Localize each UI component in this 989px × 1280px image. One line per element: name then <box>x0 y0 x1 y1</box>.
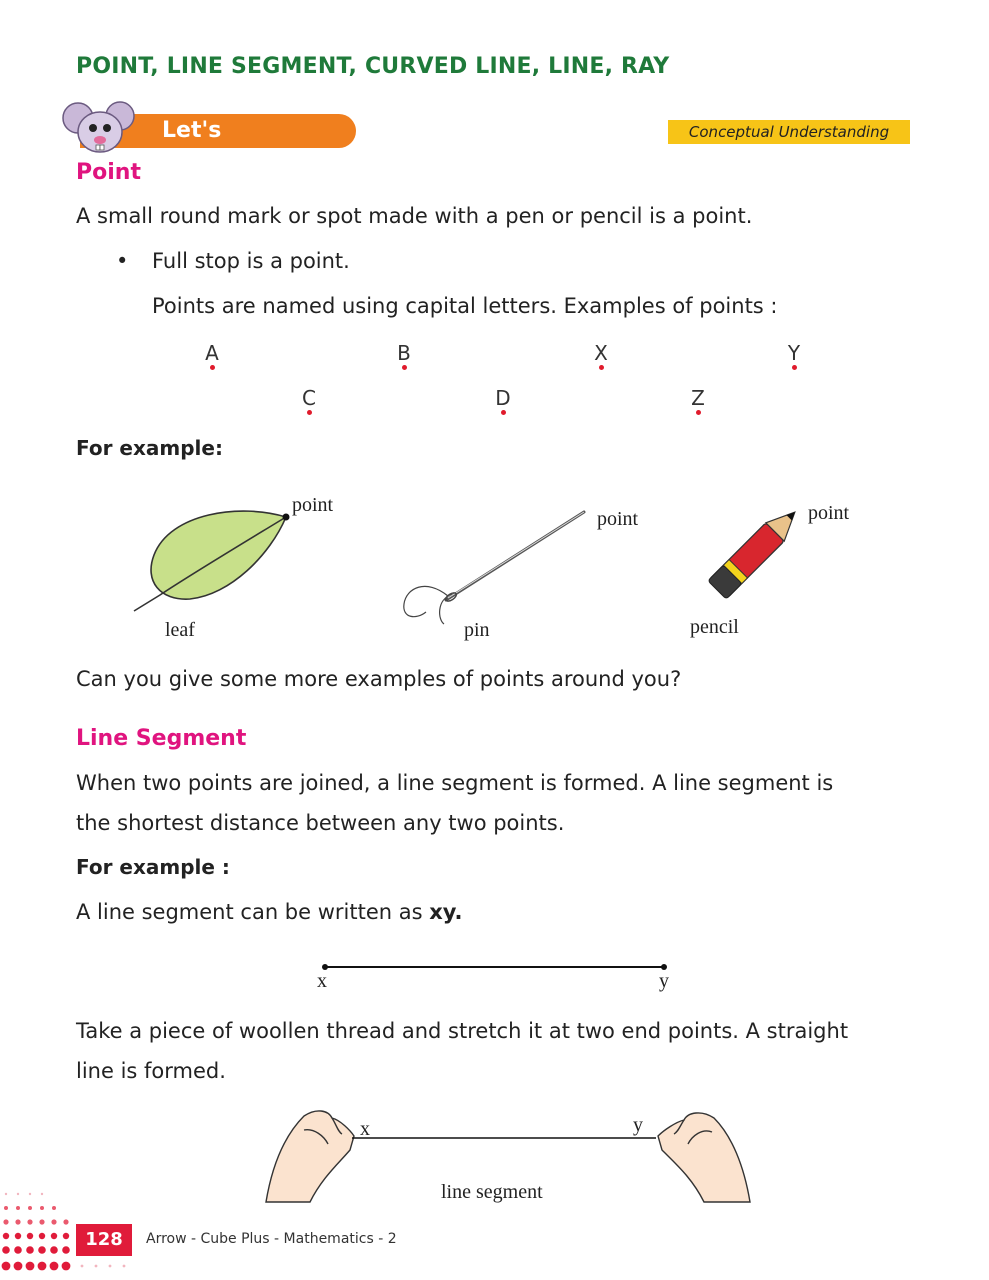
left-hand-icon <box>266 1111 354 1202</box>
point-naming: Points are named using capital letters. Examples of points : <box>152 294 778 318</box>
point-letter: C <box>302 386 316 410</box>
pin-icon <box>396 508 596 628</box>
segment-for-example-label: For example : <box>76 855 230 879</box>
page-title: POINT, LINE SEGMENT, CURVED LINE, LINE, RAY <box>76 54 670 79</box>
leaf-label: leaf <box>165 619 195 641</box>
point-letter: A <box>205 341 219 365</box>
thread-text-line1: Take a piece of woollen thread and stretch it at two end points. A straight <box>76 1019 849 1043</box>
point-dot <box>599 365 604 370</box>
pencil-point-label: point <box>808 502 850 524</box>
segment-end-y: y <box>659 970 669 992</box>
point-dot <box>501 410 506 415</box>
point-heading: Point <box>76 160 141 185</box>
point-dot <box>402 365 407 370</box>
points-question: Can you give some more examples of points around you? <box>76 667 682 691</box>
point-dot <box>696 410 701 415</box>
pencil-icon <box>696 500 806 612</box>
leaf-icon <box>120 495 320 620</box>
point-bullet: Full stop is a point. <box>152 249 350 273</box>
thread-text-line2: line is formed. <box>76 1059 226 1083</box>
point-definition: A small round mark or spot made with a pen or pencil is a point. <box>76 204 753 228</box>
pencil-label: pencil <box>690 616 739 638</box>
mouse-mascot-icon <box>60 96 140 160</box>
line-segment-heading: Line Segment <box>76 726 247 751</box>
lets-understand-banner: Let's Understand <box>80 114 356 148</box>
right-hand-icon <box>658 1113 750 1202</box>
leaf-point-label: point <box>292 494 334 516</box>
hands-caption: line segment <box>441 1181 543 1203</box>
point-letter: Z <box>691 386 705 410</box>
point-letter: Y <box>787 341 801 365</box>
conceptual-understanding-tag: Conceptual Understanding <box>668 120 910 144</box>
footer-book-title: Arrow - Cube Plus - Mathematics - 2 <box>146 1231 397 1247</box>
point-letter: D <box>495 386 511 410</box>
point-letter: X <box>594 341 608 365</box>
segment-end-x: x <box>317 970 327 992</box>
point-dot <box>792 365 797 370</box>
line-segment-xy <box>320 960 670 974</box>
page-number: 128 <box>76 1224 132 1256</box>
point-dot <box>307 410 312 415</box>
for-example-label: For example: <box>76 436 223 460</box>
hands-y-label: y <box>633 1114 643 1136</box>
point-letter: B <box>397 341 411 365</box>
hands-x-label: x <box>360 1118 370 1140</box>
segment-definition-line1: When two points are joined, a line segment is formed. A line segment is <box>76 771 834 795</box>
pin-point-label: point <box>597 508 639 530</box>
bullet-marker: • <box>116 249 129 273</box>
segment-written-as: A line segment can be written as xy. <box>76 900 463 924</box>
segment-written-bold: xy. <box>429 900 463 924</box>
point-dot <box>210 365 215 370</box>
segment-definition-line2: the shortest distance between any two points. <box>76 811 565 835</box>
pin-label: pin <box>464 619 490 641</box>
